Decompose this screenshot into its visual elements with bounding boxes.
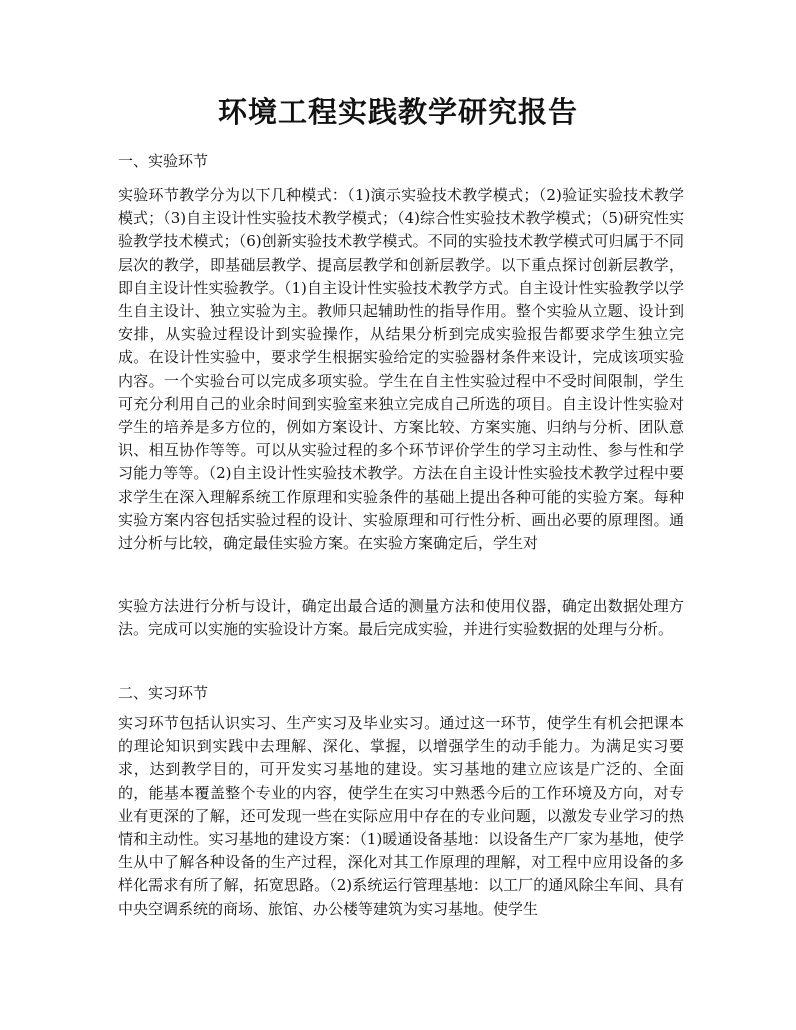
section-heading-internship: 二、实习环节 — [118, 684, 209, 702]
paragraph-experiment-modes: 实验环节教学分为以下几种模式：（1)演示实验技术教学模式；（2)验证实验技术教学模式；（3)自主设计性实验技术教学模式；（4)综合性实验技术教学模式；（5)研究性实验教学技术模式；（6)创新实验技术教学模式。不同的实验技术教学模式可归属于不同层次的教学，即基础层教学、提高层教学和创新层教学。以下重点探讨创新层教学，即自主设计性实验教学。（1)自主设计性实验技术教学方式。自主设计性实验教学以学生自主设计、独立实验为主。教师只起辅助性的指导作用。整个实验从立题、设计到安排，从实验过程设计到实验操作，从结果分析到完成实验报告都要求学生独立完成。在设计性实验中，要求学生根据实验给定的实验器材条件来设计，完成该项实验内容。一个实验台可以完成多项实验。学生在自主性实验过程中不受时间限制，学生可充分利用自己的业余时间到实验室来独立完成自己所选的项目。自主设计性实验对学生的培养是多方位的，例如方案设计、方案比较、方案实施、归纳与分析、团队意识、相互协作等等。可以从实验过程的多个环节评价学生的学习主动性、参与性和学习能力等等。（2)自主设计性实验技术教学。方法在自主设计性实验技术教学过程中要求学生在深入理解系统工作原理和实验条件的基础上提出各种可能的实验方案。每种实验方案内容包括实验过程的设计、实验原理和可行性分析、画出必要的原理图。通过分析与比较，确定最佳实验方案。在实验方案确定后，学生对 — [118, 186, 684, 553]
paragraph-internship: 实习环节包括认识实习、生产实习及毕业实习。通过这一环节，使学生有机会把课本的理论知识到实践中去理解、深化、掌握，以增强学生的动手能力。为满足实习要求，达到教学目的，可开发实习基地的建设。实习基地的建立应该是广泛的、全面的，能基本覆盖整个专业的内容，使学生在实习中熟悉今后的工作环境及方向，对专业有更深的了解，还可发现一些在实际应用中存在的专业问题，以激发专业学习的热情和主动性。实习基地的建设方案：（1)暖通设备基地：以设备生产厂家为基地，使学生从中了解各种设备的生产过程，深化对其工作原理的理解，对工程中应用设备的多样化需求有所了解，拓宽思路。（2)系统运行管理基地：以工厂的通风除尘车间、具有中央空调系统的商场、旅馆、办公楼等建筑为实习基地。使学生 — [118, 714, 684, 918]
document-title: 环境工程实践教学研究报告 — [217, 95, 578, 129]
section-heading-experiment: 一、实验环节 — [118, 152, 209, 170]
paragraph-experiment-method: 实验方法进行分析与设计，确定出最合适的测量方法和使用仪器，确定出数据处理方法。完成可以实施的实验设计方案。最后完成实验，并进行实验数据的处理与分析。 — [118, 597, 684, 639]
